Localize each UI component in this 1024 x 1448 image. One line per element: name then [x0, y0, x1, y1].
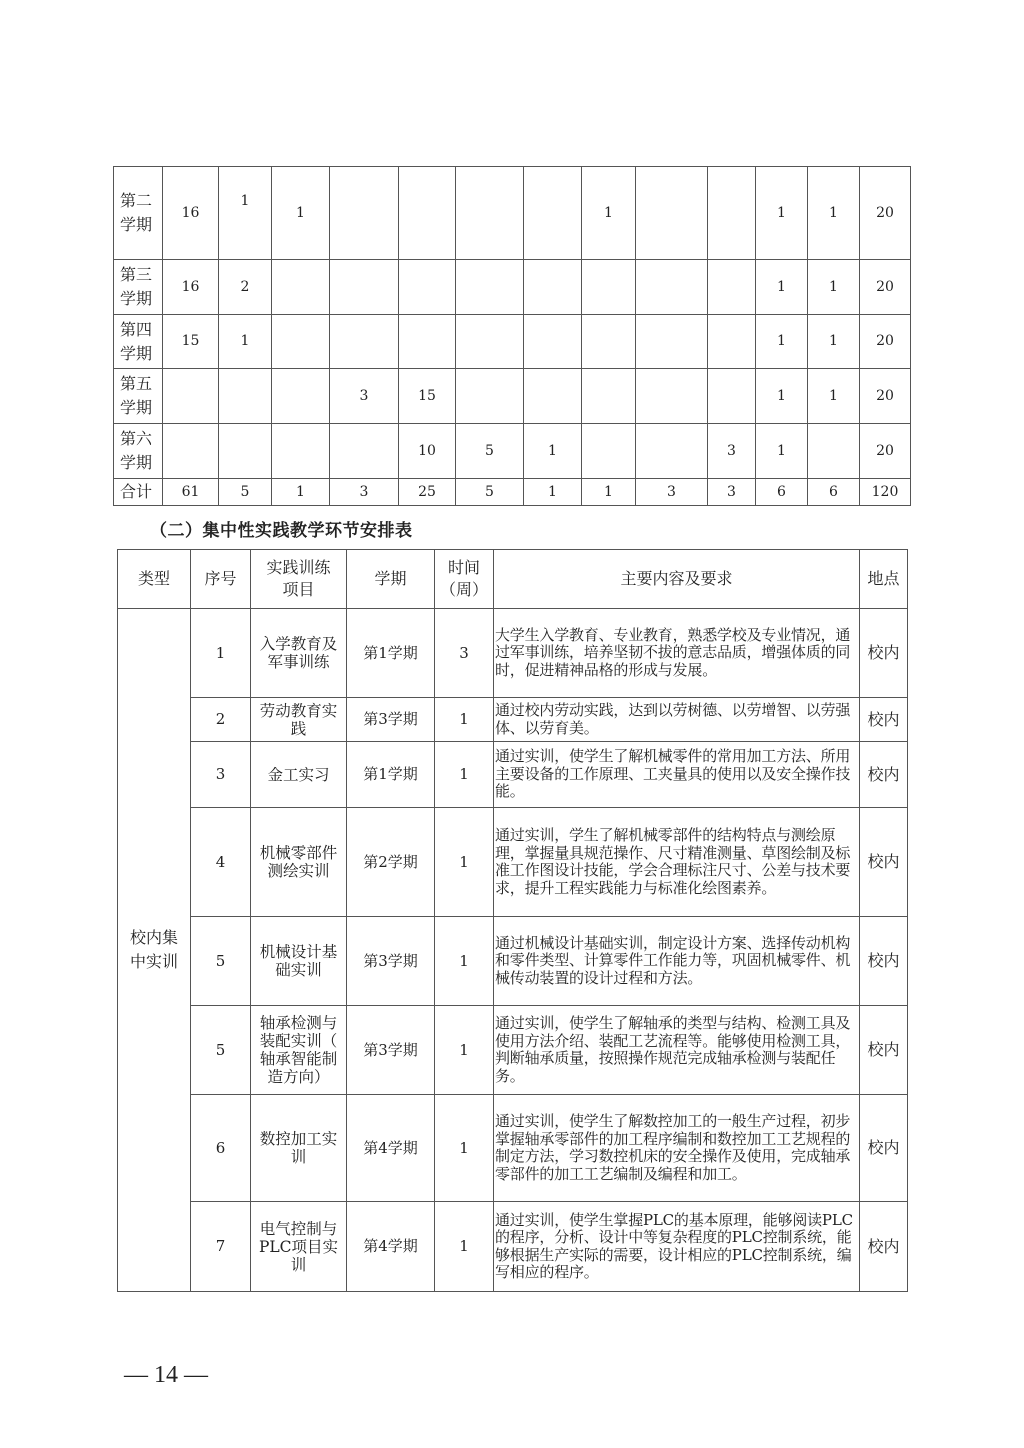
term-label: 第六 学期	[114, 424, 163, 479]
week-cell	[860, 167, 911, 260]
week-cell	[163, 260, 219, 315]
week-value: 20	[876, 333, 894, 349]
project-name: 劳动教育实 践	[251, 698, 347, 742]
week-value: 1	[604, 204, 613, 221]
week-cell	[399, 424, 456, 479]
page-number: — 14 —	[124, 1362, 208, 1388]
week-value: 1	[777, 387, 786, 404]
week-cell	[756, 315, 808, 369]
week-cell	[272, 369, 330, 424]
week-cell	[582, 424, 636, 479]
week-cell	[456, 260, 524, 315]
week-cell	[582, 260, 636, 315]
row-number: 3	[191, 742, 251, 808]
week-cell	[808, 369, 860, 424]
header-location: 地点	[860, 550, 908, 609]
week-value: 3	[359, 387, 369, 404]
week-value: 1	[829, 278, 838, 295]
weeks-cell: 1	[435, 917, 494, 1006]
week-cell	[330, 369, 399, 424]
week-value: 10	[418, 442, 436, 459]
week-value: 3	[667, 483, 676, 500]
term-cell: 第1学期	[347, 742, 435, 808]
week-value: 15	[181, 333, 200, 349]
week-cell	[456, 424, 524, 479]
week-cell	[636, 167, 708, 260]
week-cell	[219, 315, 272, 369]
content-cell: 通过实训，学生了解机械零部件的结构特点与测绘原理，掌握量具规范操作、尺寸精准测量、草图绘制及标准工作图设计技能，学会合理标注尺寸、公差与技术要求，提升工程实践能力与标准化绘图素养。	[494, 808, 860, 917]
week-cell	[582, 479, 636, 506]
week-cell	[456, 369, 524, 424]
week-cell	[756, 369, 808, 424]
week-cell	[399, 260, 456, 315]
term-cell: 第2学期	[347, 808, 435, 917]
row-number: 7	[191, 1202, 251, 1292]
week-cell	[163, 479, 219, 506]
week-value: 15	[418, 387, 436, 404]
week-value: 16	[181, 278, 200, 295]
term-label: 第五 学期	[114, 369, 163, 424]
content-cell: 通过实训，使学生了解轴承的类型与结构、检测工具及使用方法介绍、装配工艺流程等。能够使用检测工具，判断轴承质量，按照操作规范完成轴承检测与装配任务。	[494, 1006, 860, 1095]
week-cell	[636, 424, 708, 479]
week-cell	[808, 424, 860, 479]
week-cell	[860, 260, 911, 315]
practice-row	[118, 698, 908, 742]
week-cell	[708, 424, 756, 479]
week-value: 1	[296, 483, 305, 500]
week-value: 120	[871, 483, 899, 500]
table-row	[114, 167, 911, 260]
week-value: 1	[777, 204, 786, 221]
week-cell	[582, 315, 636, 369]
row-number: 2	[191, 698, 251, 742]
week-value: 6	[777, 483, 786, 500]
weeks-cell: 1	[435, 1006, 494, 1095]
header-content: 主要内容及要求	[494, 550, 860, 609]
week-cell	[636, 479, 708, 506]
location-cell: 校内	[860, 917, 908, 1006]
term-cell: 第4学期	[347, 1202, 435, 1292]
week-cell	[163, 167, 219, 260]
location-cell: 校内	[860, 808, 908, 917]
term-label: 第三 学期	[114, 260, 163, 315]
location-cell: 校内	[860, 1202, 908, 1292]
row-number: 1	[191, 609, 251, 698]
table-row	[114, 369, 911, 424]
term-cell: 第3学期	[347, 698, 435, 742]
week-value: 20	[876, 204, 894, 221]
week-value: 3	[359, 483, 369, 500]
content-cell: 通过实训，使学生掌握PLC的基本原理，能够阅读PLC的程序，分析、设计中等复杂程度的PLC控制系统，能够根据生产实际的需要，设计相应的PLC控制系统，编写相应的程序。	[494, 1202, 860, 1292]
project-name: 金工实习	[251, 742, 347, 808]
row-number: 4	[191, 808, 251, 917]
content-cell: 通过机械设计基础实训，制定设计方案、选择传动机构和零件类型、计算零件工作能力等，巩固机械零件、机械传动装置的设计过程和方法。	[494, 917, 860, 1006]
location-cell: 校内	[860, 742, 908, 808]
week-value: 20	[876, 387, 894, 404]
week-cell	[330, 167, 399, 260]
header-project: 实践训练 项目	[251, 550, 347, 609]
week-value: 20	[876, 442, 894, 459]
week-cell	[272, 260, 330, 315]
content-cell: 大学生入学教育、专业教育，熟悉学校及专业情况，通过军事训练，培养坚韧不拔的意志品质，增强体质的同时，促进精神品格的形成与发展。	[494, 609, 860, 698]
week-value: 6	[829, 483, 838, 500]
location-cell: 校内	[860, 1095, 908, 1202]
week-cell	[399, 315, 456, 369]
week-cell	[163, 369, 219, 424]
week-allocation-table	[113, 166, 911, 506]
week-cell	[399, 479, 456, 506]
week-value: 1	[777, 278, 786, 295]
header-term: 学期	[347, 550, 435, 609]
week-cell	[708, 315, 756, 369]
table-row	[114, 260, 911, 315]
weeks-cell: 1	[435, 742, 494, 808]
week-cell	[708, 167, 756, 260]
project-name: 机械设计基 础实训	[251, 917, 347, 1006]
week-cell	[330, 260, 399, 315]
week-cell	[860, 315, 911, 369]
term-cell: 第1学期	[347, 609, 435, 698]
week-cell	[163, 315, 219, 369]
header-no: 序号	[191, 550, 251, 609]
week-cell	[330, 479, 399, 506]
row-number: 5	[191, 1006, 251, 1095]
week-cell	[219, 260, 272, 315]
week-cell	[756, 167, 808, 260]
week-cell	[219, 424, 272, 479]
week-cell	[756, 260, 808, 315]
week-cell	[456, 167, 524, 260]
week-cell	[524, 260, 582, 315]
week-value: 1	[604, 483, 613, 500]
header-type: 类型	[118, 550, 191, 609]
week-value: 1	[829, 204, 838, 221]
section-title: （二）集中性实践教学环节安排表	[150, 521, 413, 541]
week-cell	[399, 167, 456, 260]
week-value: 1	[296, 204, 305, 221]
content-cell: 通过校内劳动实践，达到以劳树德、以劳增智、以劳强体、以劳育美。	[494, 698, 860, 742]
term-cell: 第3学期	[347, 1006, 435, 1095]
week-cell	[808, 167, 860, 260]
row-number: 5	[191, 917, 251, 1006]
week-value: 3	[727, 483, 736, 500]
content-cell: 通过实训，使学生了解数控加工的一般生产过程，初步掌握轴承零部件的加工程序编制和数控加工工艺规程的制定方法，学习数控机床的安全操作及使用，完成轴承零部件的加工工艺编制及编程和加工。	[494, 1095, 860, 1202]
week-value: 2	[240, 278, 250, 295]
week-cell	[330, 315, 399, 369]
week-cell	[582, 369, 636, 424]
practice-row	[118, 1202, 908, 1292]
content-cell: 通过实训，使学生了解机械零件的常用加工方法、所用主要设备的工作原理、工夹量具的使用以及安全操作技能。	[494, 742, 860, 808]
week-cell	[163, 424, 219, 479]
project-name: 入学教育及 军事训练	[251, 609, 347, 698]
week-cell	[860, 479, 911, 506]
week-cell	[272, 167, 330, 260]
week-cell	[808, 315, 860, 369]
term-cell: 第3学期	[347, 917, 435, 1006]
location-cell: 校内	[860, 698, 908, 742]
week-value: 1	[777, 442, 786, 459]
practice-row	[118, 742, 908, 808]
term-label: 第二 学期	[114, 167, 163, 260]
week-cell	[272, 315, 330, 369]
week-cell	[582, 167, 636, 260]
week-cell	[456, 479, 524, 506]
week-value: 5	[240, 483, 250, 500]
week-cell	[636, 260, 708, 315]
week-value: 1	[777, 333, 786, 349]
week-cell	[860, 369, 911, 424]
week-cell	[330, 424, 399, 479]
location-cell: 校内	[860, 1006, 908, 1095]
week-cell	[524, 424, 582, 479]
week-cell	[708, 260, 756, 315]
practice-row	[118, 1095, 908, 1202]
table-row	[114, 315, 911, 369]
week-cell	[756, 479, 808, 506]
week-value: 1	[240, 192, 250, 209]
category-cell: 校内集 中实训	[118, 609, 191, 1292]
weeks-cell: 1	[435, 698, 494, 742]
table-row	[114, 424, 911, 479]
term-cell: 第4学期	[347, 1095, 435, 1202]
table-row	[114, 479, 911, 506]
week-value: 1	[548, 442, 557, 459]
row-number: 6	[191, 1095, 251, 1202]
practice-row	[118, 917, 908, 1006]
project-name: 数控加工实 训	[251, 1095, 347, 1202]
week-value: 5	[485, 442, 494, 459]
week-cell	[524, 315, 582, 369]
week-cell	[636, 369, 708, 424]
weeks-cell: 1	[435, 808, 494, 917]
week-value: 1	[548, 483, 557, 500]
practice-row	[118, 1006, 908, 1095]
week-value: 25	[418, 483, 436, 500]
week-value: 20	[876, 278, 894, 295]
week-cell	[524, 479, 582, 506]
project-name: 轴承检测与 装配实训（ 轴承智能制 造方向）	[251, 1006, 347, 1095]
week-cell	[219, 167, 272, 260]
weeks-cell: 3	[435, 609, 494, 698]
practice-row	[118, 609, 908, 698]
week-value: 1	[240, 333, 250, 349]
week-value: 16	[181, 204, 200, 221]
week-cell	[756, 424, 808, 479]
location-cell: 校内	[860, 609, 908, 698]
week-value: 3	[727, 442, 736, 459]
week-cell	[399, 369, 456, 424]
week-cell	[272, 479, 330, 506]
week-cell	[708, 369, 756, 424]
week-cell	[272, 424, 330, 479]
term-label: 第四 学期	[114, 315, 163, 369]
header-row	[118, 550, 908, 609]
week-value: 61	[181, 483, 200, 500]
weeks-cell: 1	[435, 1202, 494, 1292]
week-value: 1	[829, 387, 838, 404]
week-value: 5	[485, 483, 494, 500]
project-name: 电气控制与 PLC项目实 训	[251, 1202, 347, 1292]
term-label: 合计	[114, 479, 163, 506]
week-cell	[860, 424, 911, 479]
week-cell	[636, 315, 708, 369]
practice-row	[118, 808, 908, 917]
project-name: 机械零部件 测绘实训	[251, 808, 347, 917]
weeks-cell: 1	[435, 1095, 494, 1202]
week-cell	[524, 167, 582, 260]
week-cell	[524, 369, 582, 424]
week-cell	[219, 479, 272, 506]
practice-schedule-table	[117, 549, 908, 1292]
week-cell	[808, 260, 860, 315]
week-value: 1	[829, 333, 838, 349]
week-cell	[219, 369, 272, 424]
week-cell	[808, 479, 860, 506]
header-weeks: 时间 （周）	[435, 550, 494, 609]
week-cell	[456, 315, 524, 369]
week-cell	[708, 479, 756, 506]
